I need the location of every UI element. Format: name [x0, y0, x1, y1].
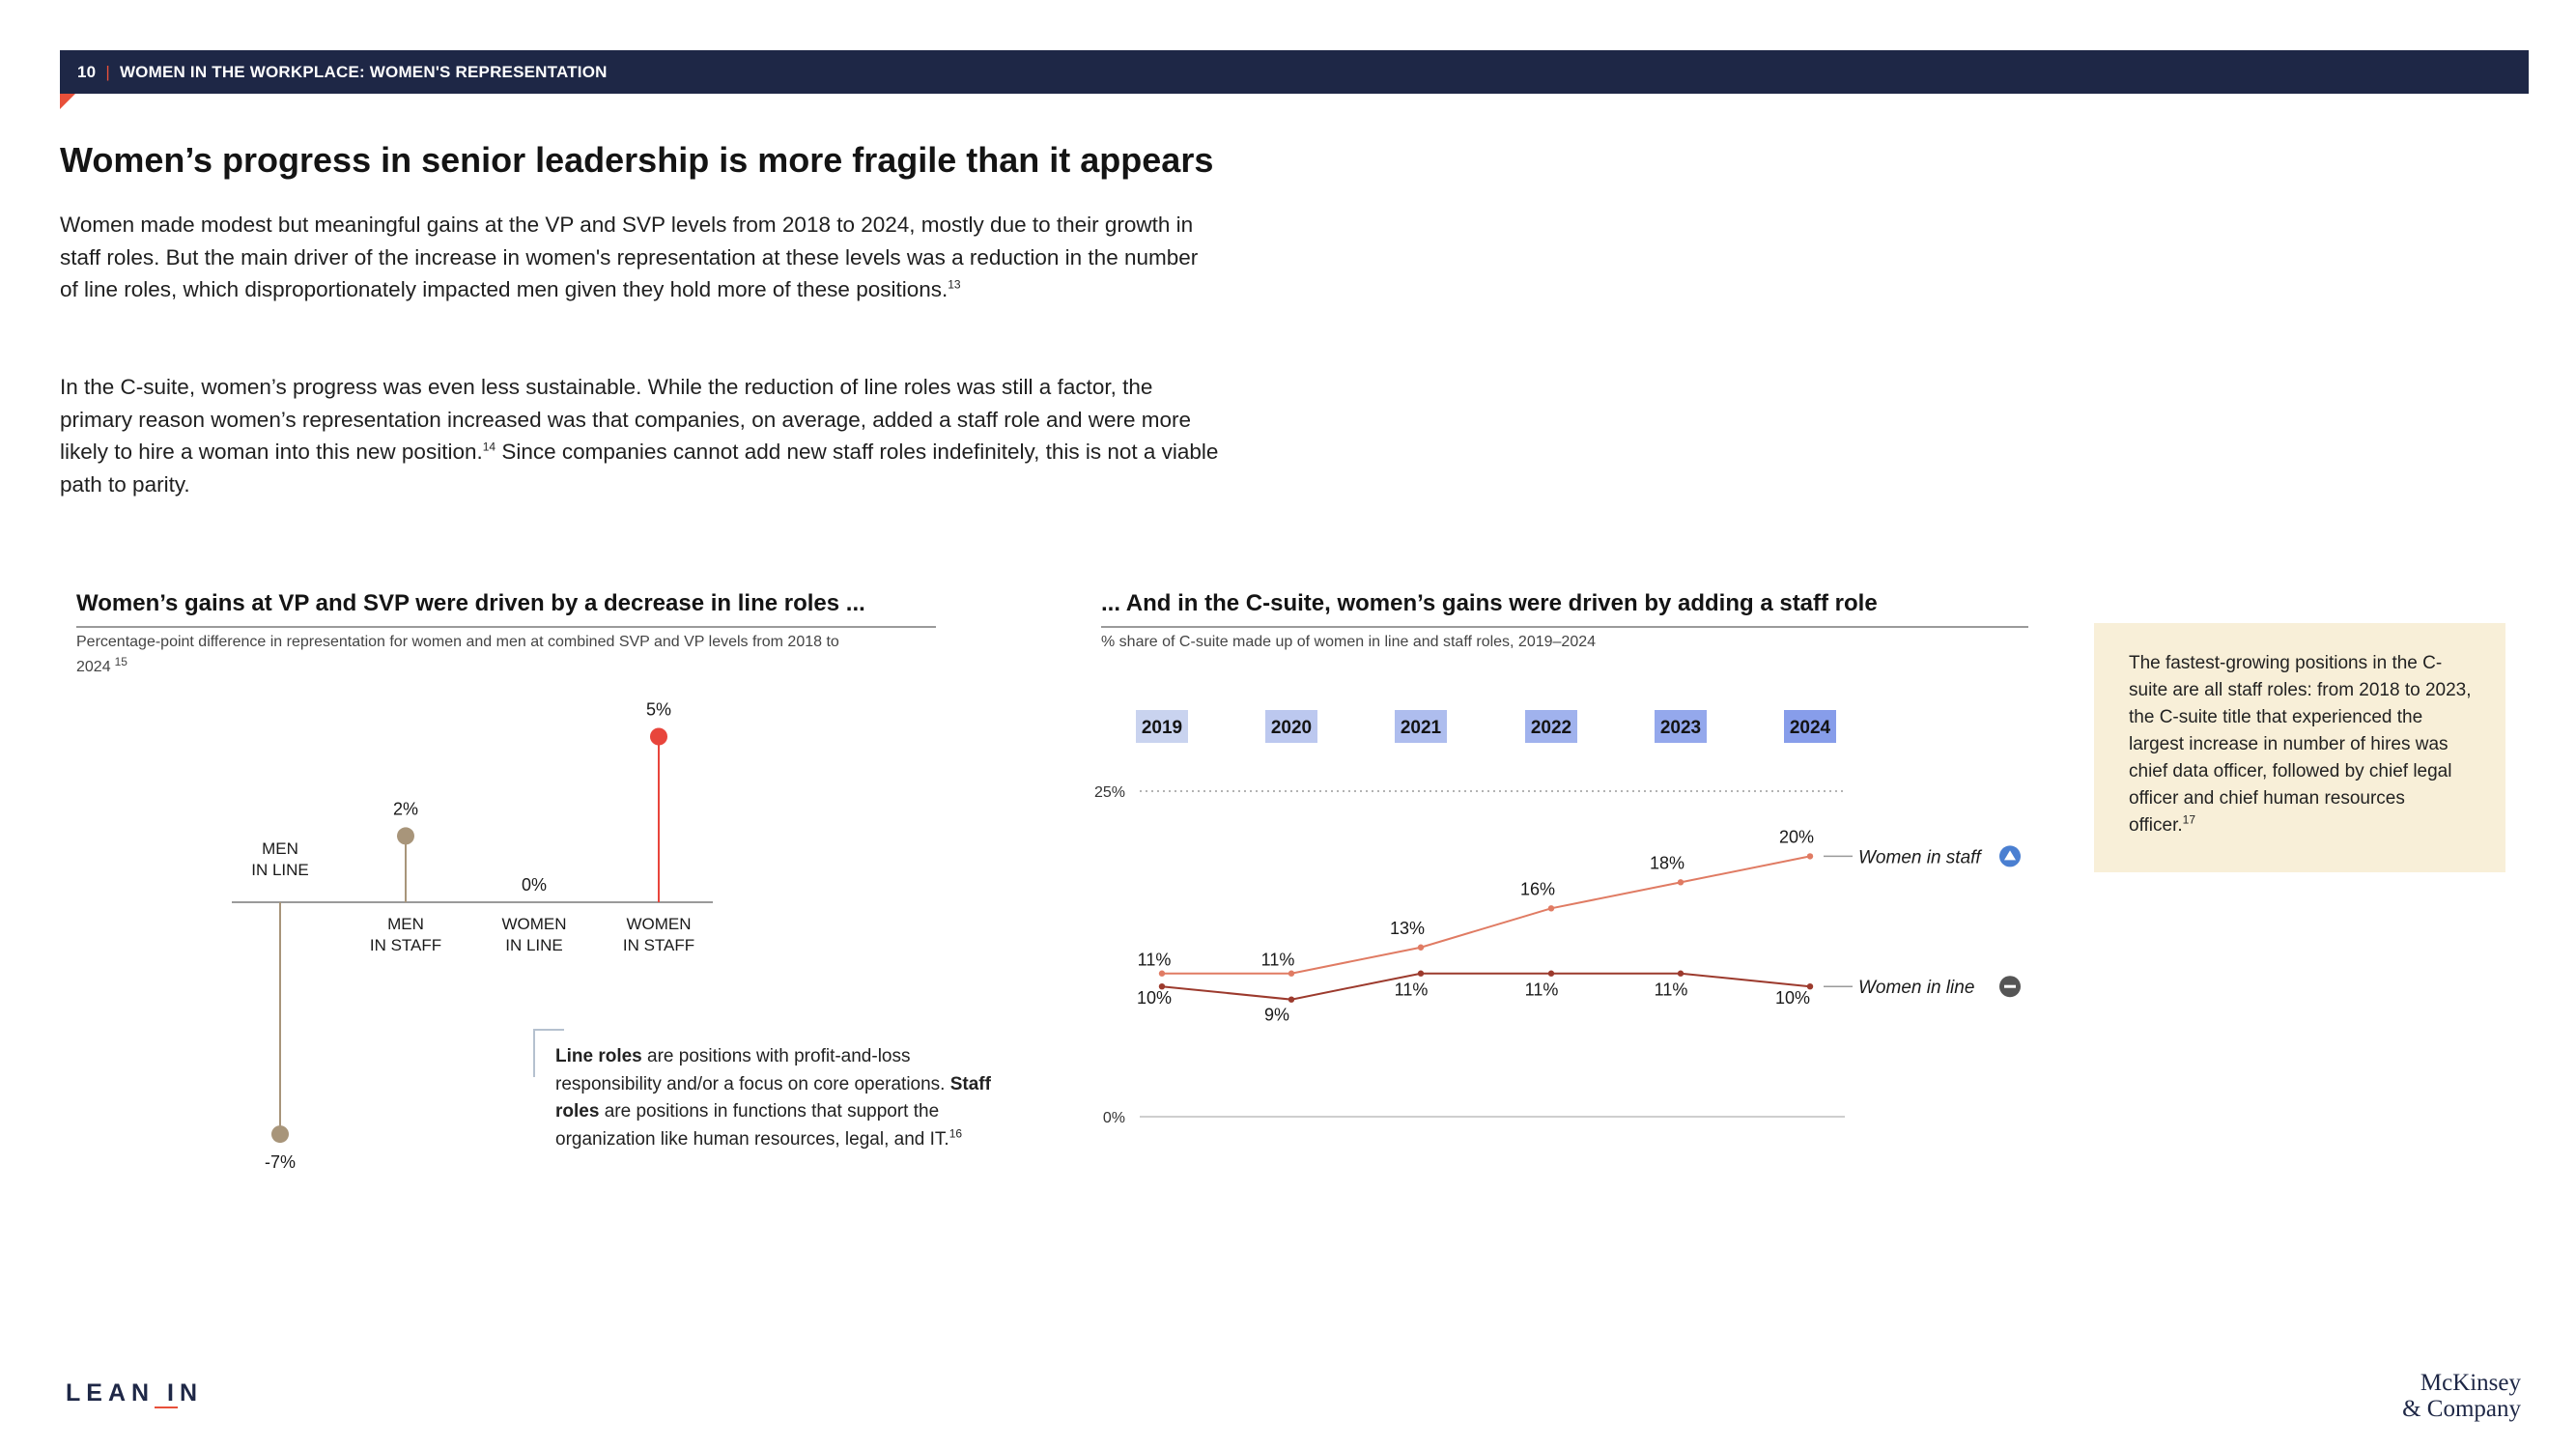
lollipop-category-label-2-0: WOMEN	[501, 915, 567, 933]
series-point-1-1	[1288, 996, 1294, 1002]
mckinsey-logo-line1: McKinsey	[2420, 1370, 2521, 1396]
intro-paragraph-1-text: Women made modest but meaningful gains at the VP and SVP levels from 2018 to 2024, mostly due to their growth in staff roles. But the main driver of the increase in women's representation at these levels was a reduction in the number of line roles, which disproportionately impacted men given they hold more of these positions.	[60, 213, 1199, 301]
line-value-label-1: 9%	[1263, 1005, 1290, 1025]
callout-definition	[555, 1043, 1009, 1153]
left-chart-subtitle-text: Percentage-point difference in representation for women and men at combined SVP and VP levels from 2018 to 2024	[76, 634, 839, 675]
year-label-2024: 2024	[1789, 718, 1831, 738]
series-point-0-5	[1807, 853, 1813, 859]
lollipop-category-label-0-0: MEN	[262, 839, 298, 858]
footnote-16: 16	[948, 1126, 963, 1141]
series-line-1	[1162, 974, 1810, 1000]
footnote-13: 13	[948, 277, 961, 292]
series-point-0-1	[1288, 971, 1294, 977]
page-title: Women’s progress in senior leadership is more fragile than it appears	[60, 140, 1214, 180]
staff-value-label-4: 18%	[1649, 853, 1685, 873]
sidebar-text: The fastest-growing positions in the C-suite are all staff roles: from 2018 to 2023, the C-suite title that experienced the largest increase in number of hires was chief data officer, followed by chief legal officer and chief human resources officer.	[2129, 653, 2472, 836]
sidebar-note	[2094, 623, 2505, 872]
minus-glyph	[2004, 985, 2016, 988]
header-divider: |	[105, 62, 110, 81]
series-point-1-2	[1418, 971, 1424, 977]
line-value-label-0: 10%	[1136, 988, 1173, 1009]
callout-staff-text: are positions in functions that support the organization like human resources, legal, and IT.	[555, 1101, 949, 1150]
staff-value-label-5: 20%	[1778, 827, 1815, 847]
intro-paragraph-2-text-a: In the C-suite, women’s progress was even less sustainable. While the reduction of line roles was still a factor, the primary reason women’s representation increased was that companies, on average, added a staff role and were more likely to hire a woman into this new position.	[60, 375, 1192, 464]
right-chart-subtitle: % share of C-suite made up of women in line and staff roles, 2019–2024	[1101, 634, 1597, 650]
year-label-2022: 2022	[1530, 718, 1572, 738]
leanin-logo-underline	[155, 1406, 178, 1408]
callout-line-text: are positions with profit-and-loss responsibility and/or a focus on core operations.	[555, 1046, 950, 1094]
year-label-2020: 2020	[1270, 718, 1313, 738]
lollipop-value-label-1: 2%	[392, 799, 419, 819]
lollipop-value-label-2: 0%	[521, 875, 548, 895]
staff-value-label-0: 11%	[1137, 950, 1172, 970]
mckinsey-logo-line2: & Company	[2402, 1396, 2521, 1422]
staff-value-label-3: 16%	[1519, 879, 1556, 899]
series-point-1-4	[1678, 971, 1684, 977]
intro-paragraph-2-text-b: Since companies cannot add new staff roles indefinitely, this is not a viable path to parity.	[60, 440, 1219, 497]
legend-label-0: Women in staff	[1858, 847, 1981, 868]
lollipop-category-label-0-1: IN LINE	[251, 861, 309, 879]
lollipop-value-label-0: -7%	[264, 1152, 297, 1173]
lollipop-category-label-1-0: MEN	[387, 915, 424, 933]
lollipop-value-label-3: 5%	[645, 699, 672, 720]
lollipop-category-label-3-1: IN STAFF	[622, 936, 695, 954]
legend-label-1: Women in line	[1858, 978, 1975, 999]
year-label-2023: 2023	[1659, 718, 1702, 738]
line-value-label-5: 10%	[1774, 988, 1811, 1009]
series-line-0	[1162, 856, 1810, 973]
footnote-15: 15	[114, 654, 127, 668]
mckinsey-logo	[2357, 1370, 2521, 1422]
line-value-label-2: 11%	[1394, 980, 1429, 1000]
lollipop-category-label-2-1: IN LINE	[505, 936, 563, 954]
leanin-logo: LEAN IN	[66, 1379, 203, 1406]
line-value-label-3: 11%	[1524, 980, 1559, 1000]
page-number: 10	[77, 62, 97, 81]
lollipop-category-label-1-1: IN STAFF	[369, 936, 442, 954]
header-section: WOMEN IN THE WORKPLACE: WOMEN'S REPRESENTATION	[119, 62, 608, 81]
series-point-1-3	[1548, 971, 1554, 977]
left-chart-title: Women’s gains at VP and SVP were driven by a decrease in line roles ...	[76, 590, 865, 616]
right-chart-title: ... And in the C-suite, women’s gains were driven by adding a staff role	[1101, 590, 1878, 616]
series-point-0-0	[1159, 971, 1165, 977]
staff-value-label-1: 11%	[1260, 950, 1295, 970]
year-label-2019: 2019	[1141, 718, 1183, 738]
series-point-0-2	[1418, 945, 1424, 951]
line-value-label-4: 11%	[1654, 980, 1688, 1000]
y-tick-label-1: 25%	[1093, 784, 1125, 801]
footnote-17: 17	[2182, 812, 2195, 827]
lollipop-category-label-3-0: WOMEN	[626, 915, 692, 933]
callout-line-bold: Line roles	[555, 1046, 642, 1066]
staff-value-label-2: 13%	[1389, 918, 1426, 938]
year-label-2021: 2021	[1400, 718, 1442, 738]
sidebar-text-wrap	[2129, 650, 2477, 839]
footnote-14: 14	[482, 440, 496, 454]
y-tick-label-0: 0%	[1102, 1110, 1125, 1126]
series-point-0-4	[1678, 879, 1684, 885]
callout-staff-bold: Staff roles	[555, 1073, 991, 1122]
series-point-0-3	[1548, 905, 1554, 911]
